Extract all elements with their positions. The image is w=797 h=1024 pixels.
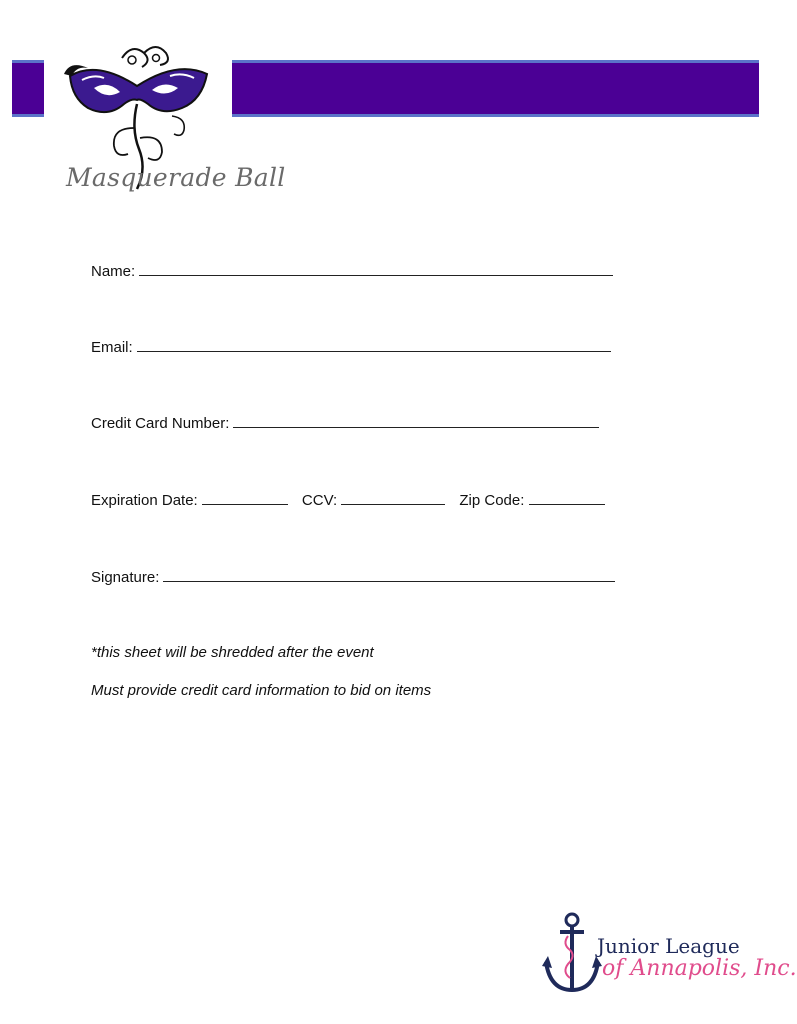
- expiration-blank-line[interactable]: [202, 490, 288, 505]
- anchor-icon: [540, 910, 604, 998]
- signature-field[interactable]: [91, 567, 615, 586]
- email-label: Email:: [91, 339, 133, 356]
- requirement-note: Must provide credit card information to bid on items: [91, 682, 432, 699]
- junior-league-logo: [540, 910, 797, 1000]
- signature-blank-line[interactable]: [163, 567, 615, 582]
- ccv-field[interactable]: [302, 490, 445, 509]
- expiration-field[interactable]: [91, 490, 288, 509]
- zip-code-blank-line[interactable]: [529, 490, 605, 505]
- masquerade-ball-logo-text: Masquerade Ball: [66, 163, 286, 192]
- credit-card-field[interactable]: [91, 413, 599, 432]
- ccv-blank-line[interactable]: [341, 490, 445, 505]
- zip-code-label: Zip Code:: [459, 492, 525, 509]
- header-band-right: [232, 60, 759, 117]
- signature-label: Signature:: [91, 569, 160, 586]
- expiration-label: Expiration Date:: [91, 492, 198, 509]
- email-blank-line[interactable]: [137, 337, 611, 352]
- credit-card-blank-line[interactable]: [233, 413, 599, 428]
- header-band-left: [12, 60, 44, 117]
- name-field[interactable]: [91, 261, 613, 280]
- shred-note: *this sheet will be shredded after the event: [91, 644, 374, 661]
- name-blank-line[interactable]: [139, 261, 613, 276]
- junior-league-text: Junior League: [597, 934, 740, 958]
- ccv-label: CCV:: [301, 492, 338, 509]
- card-details-row: [91, 490, 619, 509]
- email-field[interactable]: [91, 337, 611, 356]
- credit-card-label: Credit Card Number:: [91, 415, 230, 432]
- zip-code-field[interactable]: [459, 490, 604, 509]
- name-label: Name:: [91, 263, 136, 280]
- of-annapolis-text: of Annapolis, Inc.: [602, 956, 797, 981]
